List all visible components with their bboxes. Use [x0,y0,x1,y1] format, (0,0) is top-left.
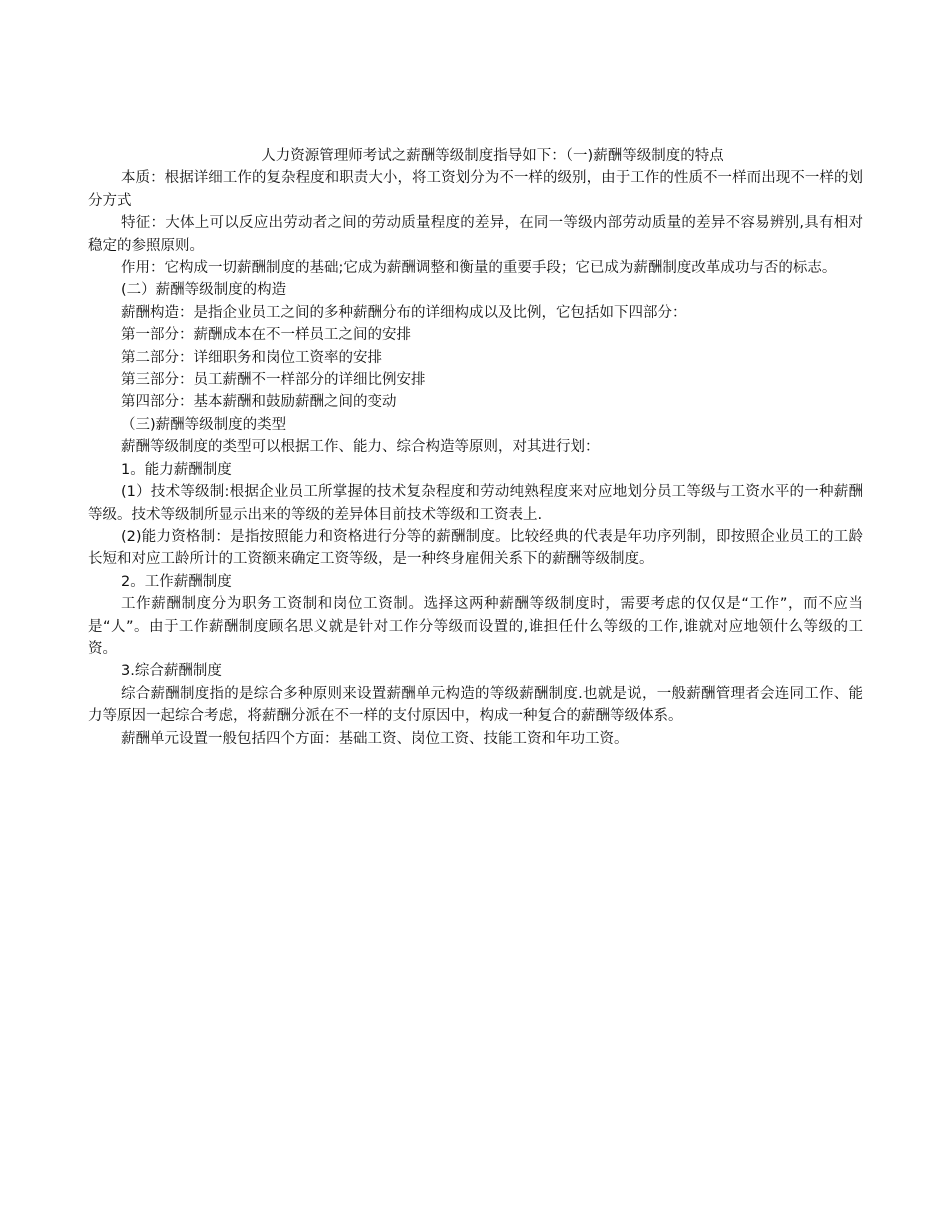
paragraph-technical-grade: (1）技术等级制:根据企业员工所掌握的技术复杂程度和劳动纯熟程度来对应地划分员工等级与工资水平的一种薪酬等级。技术等级制所显示出来的等级的差异体目前技术等级和工资表上. [88,484,863,523]
document-body [88,145,863,750]
paragraph-work-pay: 工作薪酬制度分为职务工资制和岗位工资制。选择这两种薪酬等级制度时，需要考虑的仅仅是“工作”，而不应当是“人”。由于工作薪酬制度顾名思义就是针对工作分等级而设置的,谁担任什么等级的工作,谁就对应地领什么等级的工资。 [88,596,863,657]
list-item-part2: 第二部分：详细职务和岗位工资率的安排 [121,349,382,366]
list-item-part3: 第三部分：员工薪酬不一样部分的详细比例安排 [121,372,426,389]
section-heading-structure: (二）薪酬等级制度的构造 [121,282,287,299]
subheading-ability-pay: 1。能力薪酬制度 [121,461,232,478]
paragraph-ability-qualification: (2)能力资格制：是指按照能力和资格进行分等的薪酬制度。比较经典的代表是年功序列制，即按照企业员工的工龄长短和对应工龄所计的工资额来确定工资等级，是一种终身雇佣关系下的薪酬等级制度。 [88,528,863,568]
subheading-composite-pay: 3.综合薪酬制度 [121,663,222,680]
paragraph-pay-units: 薪酬单元设置一般包括四个方面：基础工资、岗位工资、技能工资和年功工资。 [121,730,629,747]
paragraph-structure: 薪酬构造：是指企业员工之间的多种薪酬分布的详细构成以及比例，它包括如下四部分： [121,304,687,321]
document-title: 人力资源管理师考试之薪酬等级制度指导如下：（一)薪酬等级制度的特点 [261,148,724,164]
paragraph-composite-pay: 综合薪酬制度指的是综合多种原则来设置薪酬单元构造的等级薪酬制度.也就是说，一般薪酬管理者会连同工作、能力等原因一起综合考虑，将薪酬分派在不一样的支付原因中，构成一种复合的薪酬等级体系。 [88,685,863,725]
subheading-work-pay: 2。工作薪酬制度 [121,573,232,590]
list-item-part4: 第四部分：基本薪酬和鼓励薪酬之间的变动 [121,394,397,411]
section-heading-types: （三)薪酬等级制度的类型 [121,416,287,433]
paragraph-feature: 特征：大体上可以反应出劳动者之间的劳动质量程度的差异，在同一等级内部劳动质量的差异不容易辨别,具有相对稳定的参照原则。 [88,215,863,254]
paragraph-essence: 本质：根据详细工作的复杂程度和职责大小，将工资划分为不一样的级别，由于工作的性质不一样而出现不一样的划分方式 [88,170,863,209]
paragraph-types-intro: 薪酬等级制度的类型可以根据工作、能力、综合构造等原则，对其进行划： [121,439,600,456]
paragraph-function: 作用：它构成一切薪酬制度的基础;它成为薪酬调整和衡量的重要手段；它已成为薪酬制度改革成功与否的标志。 [121,260,837,277]
list-item-part1: 第一部分：薪酬成本在不一样员工之间的安排 [121,327,411,344]
